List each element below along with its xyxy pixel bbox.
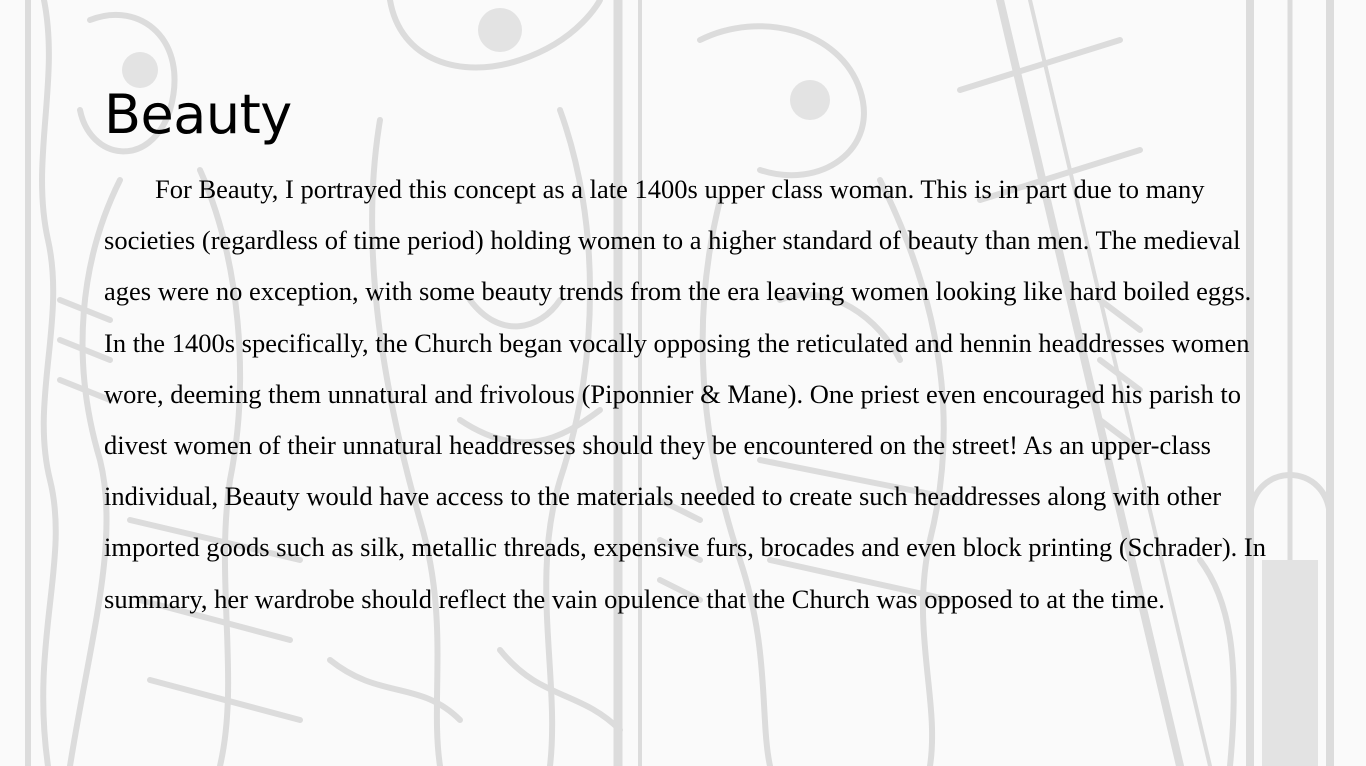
slide-title: Beauty (104, 83, 292, 146)
slide-body-paragraph: For Beauty, I portrayed this concept as a late 1400s upper class woman. This is in part due to many societies (regardless of time period) holding women to a higher standard of beauty than men. The medieval ages were no exception, with some beauty trends from the era leaving women looking like hard boiled eggs. In the 1400s specifically, the Church began vocally opposing the reticulated and hennin headdresses women wore, deeming them unnatural and frivolous (Piponnier & Mane). One priest even encouraged his parish to divest women of their unnatural headdresses should they be encountered on the street! As an upper-class individual, Beauty would have access to the materials needed to create such headdresses along with other imported goods such as silk, metallic threads, expensive furs, brocades and even block printing (Schrader). In summary, her wardrobe should reflect the vain opulence that the Church was opposed to at the time. (104, 174, 1266, 614)
